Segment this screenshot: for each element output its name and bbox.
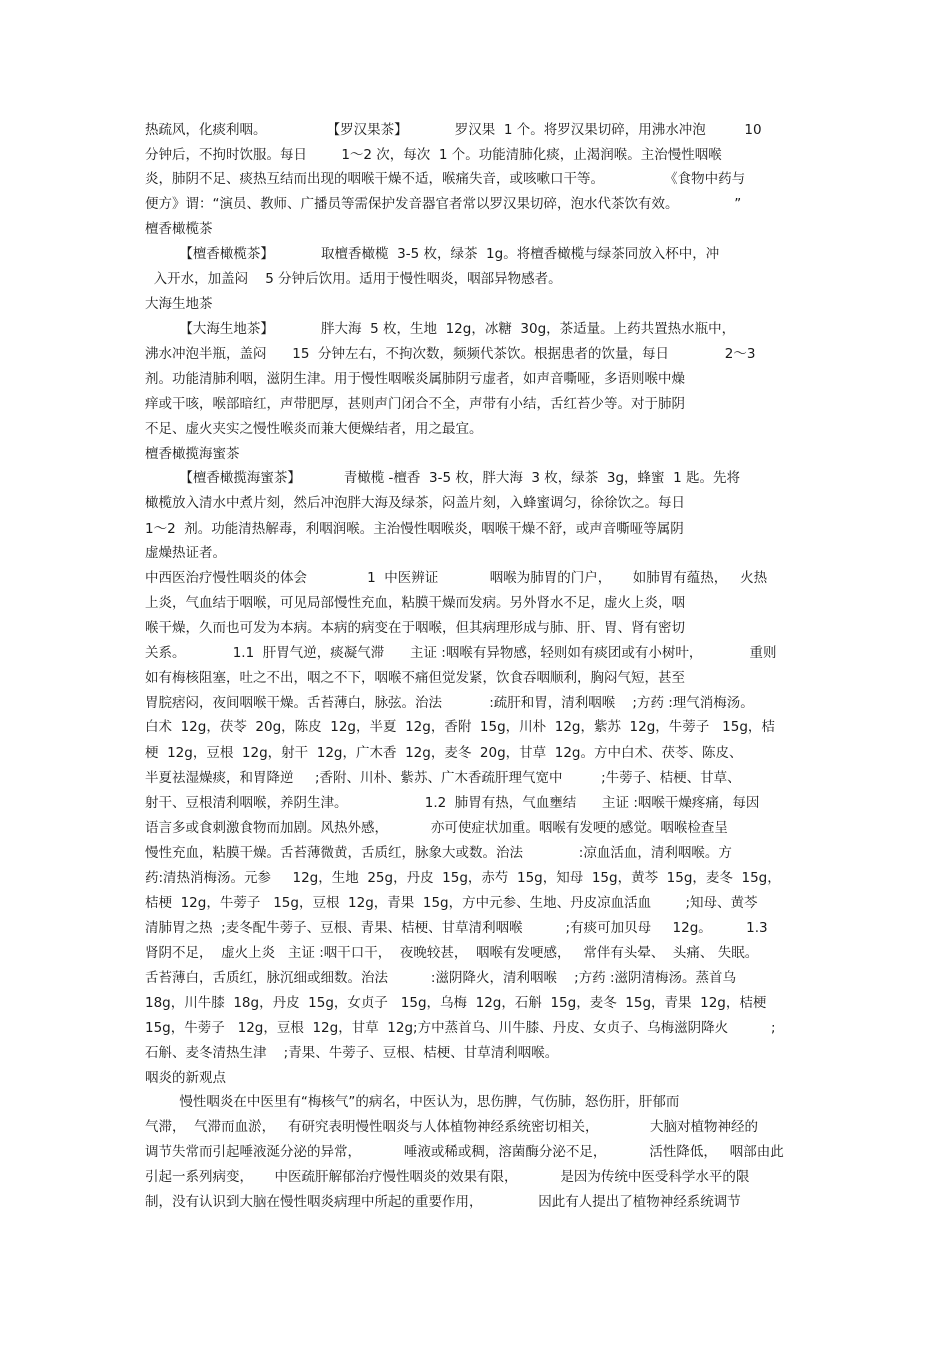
text-line: 【大海生地茶】 胖大海 5 枚，生地 12g，冰糖 30g，茶适量。上药共置热水瓶中，	[145, 321, 736, 337]
text-line: 清肺胃之热 ;麦冬配牛蒡子、豆根、青果、桔梗、甘草清利咽喉 ;有痰可加贝母 12g。 1.3	[145, 920, 768, 936]
text-line: 痒或干咳，喉部暗红，声带肥厚，甚则声门闭合不全，声带有小结，舌红苔少等。对于肺阴	[145, 396, 685, 412]
text-line: 关系。 1.1 肝胃气逆，痰凝气滞 主证 :咽喉有异物感，轻则如有痰团或有小树叶， 重则	[145, 645, 777, 661]
text-line: 梗 12g，豆根 12g，射干 12g，广木香 12g，麦冬 20g，甘草 12g。方中白术、茯苓、陈皮、	[145, 745, 743, 761]
text-line: 舌苔薄白，舌质红，脉沉细或细数。治法 :滋阴降火，清利咽喉 ;方药 :滋阴清梅汤。蒸首乌	[145, 970, 737, 986]
text-line: 中西医治疗慢性咽炎的体会 1 中医辨证 咽喉为肺胃的门户， 如肺胃有蕴热， 火热	[145, 570, 768, 586]
text-line: 胃脘痞闷，夜间咽喉干燥。舌苔薄白，脉弦。治法 :疏肝和胃，清利咽喉 ;方药 :理气消梅汤。	[145, 695, 754, 711]
text-line: 桔梗 12g，牛蒡子 15g，豆根 12g，青果 15g，方中元参、生地、丹皮凉血活血 ;知母、黄芩	[145, 895, 758, 911]
text-line: 便方》谓：“演员、教师、广播员等需保护发音器官者常以罗汉果切碎，泡水代茶饮有效。 ”	[145, 196, 742, 212]
text-line: 如有梅核阻塞，吐之不出，咽之不下，咽喉不痛但觉发紧，饮食吞咽顺利，胸闷气短，甚至	[145, 670, 685, 686]
text-line: 15g，牛蒡子 12g，豆根 12g，甘草 12g;方中蒸首乌、川牛膝、丹皮、女贞子、乌梅滋阴降火 ;	[145, 1020, 776, 1036]
section-heading: 檀香橄榄茶	[145, 221, 213, 237]
text-line: 【檀香橄揽海蜜茶】 青橄榄 -檀香 3-5 枚，胖大海 3 枚，绿茶 3g，蜂蜜 1 匙。先将	[145, 470, 740, 486]
text-line: 上炎，气血结于咽喉，可见局部慢性充血，粘膜干燥而发病。另外肾水不足，虚火上炎，咽	[145, 595, 685, 611]
text-line: 剂。功能清肺利咽，滋阴生津。用于慢性咽喉炎属肺阴亏虚者，如声音嘶哑，多语则喉中燥	[145, 371, 685, 387]
text-line: 慢性充血，粘膜干燥。舌苔薄微黄，舌质红，脉象大或数。治法 :凉血活血，清利咽喉。方	[145, 845, 732, 861]
section-heading: 咽炎的新观点	[145, 1070, 226, 1086]
text-line: 半夏祛湿燥痰，和胃降逆 ;香附、川朴、紫苏、广木香疏肝理气宽中 ;牛蒡子、桔梗、甘草、	[145, 770, 741, 786]
text-line: 气滞， 气滞而血淤， 有研究表明慢性咽炎与人体植物神经系统密切相关， 大脑对植物神经的	[145, 1119, 758, 1135]
text-line: 制，没有认识到大脑在慢性咽炎病理中所起的重要作用， 因此有人提出了植物神经系统调节	[145, 1194, 741, 1210]
section-heading: 大海生地茶	[145, 296, 213, 312]
text-line: 引起一系列病变， 中医疏肝解郁治疗慢性咽炎的效果有限， 是因为传统中医受科学水平的限	[145, 1169, 750, 1185]
text-line: 分钟后，不拘时饮服。每日 1～2 次，每次 1 个。功能清肺化痰，止渴润喉。主治慢性咽喉	[145, 147, 722, 163]
text-line: 白术 12g，茯苓 20g，陈皮 12g，半夏 12g，香附 15g，川朴 12g，紫苏 12g，牛蒡子 15g，桔	[145, 719, 775, 735]
text-line: 语言多或食刺激食物而加剧。风热外感， 亦可使症状加重。咽喉有发哽的感觉。咽喉检查呈	[145, 820, 728, 836]
text-line: 慢性咽炎在中医里有“梅核气”的病名，中医认为，思伤脾，气伤肺，怒伤肝，肝郁而	[145, 1094, 680, 1110]
text-line: 炎，肺阴不足、痰热互结而出现的咽喉干燥不适，喉痛失音，或咳嗽口干等。 《食物中药与	[145, 171, 746, 187]
text-line: 18g，川牛膝 18g，丹皮 15g，女贞子 15g，乌梅 12g，石斛 15g，麦冬 15g，青果 12g，桔梗	[145, 995, 767, 1011]
text-line: 入开水，加盖闷 5 分钟后饮用。适用于慢性咽炎，咽部异物感者。	[145, 271, 562, 287]
text-line: 1～2 剂。功能清热解毒，利咽润喉。主治慢性咽喉炎，咽喉干燥不舒，或声音嘶哑等属阴	[145, 521, 684, 537]
text-line: 药:清热消梅汤。元参 12g，生地 25g，丹皮 15g，赤芍 15g，知母 15g，黄芩 15g，麦冬 15g，	[145, 870, 781, 886]
text-line: 射干、豆根清利咽喉，养阴生津。 1.2 肺胃有热，气血壅结 主证 :咽喉干燥疼痛，每因	[145, 795, 760, 811]
text-line: 石斛、麦冬清热生津 ;青果、牛蒡子、豆根、桔梗、甘草清利咽喉。	[145, 1045, 559, 1061]
text-line: 热疏风，化痰利咽。 【罗汉果茶】 罗汉果 1 个。将罗汉果切碎，用沸水冲泡 10	[145, 122, 762, 138]
text-line: 【檀香橄榄茶】 取檀香橄榄 3-5 枚，绿茶 1g。将檀香橄榄与绿茶同放入杯中，冲	[145, 246, 720, 262]
text-line: 调节失常而引起唾液涎分泌的异常， 唾液或稀或稠，溶菌酶分泌不足， 活性降低， 咽部由此	[145, 1144, 784, 1160]
text-line: 沸水冲泡半瓶，盖闷 15 分钟左右，不拘次数，频频代茶饮。根据患者的饮量，每日 2～3	[145, 346, 756, 362]
text-line: 肾阴不足， 虚火上炎 主证 :咽干口干， 夜晚较甚， 咽喉有发哽感， 常伴有头晕、 头痛、 失眠。	[145, 945, 759, 961]
text-line: 橄榄放入清水中煮片刻，然后冲泡胖大海及绿茶，闷盖片刻，入蜂蜜调匀，徐徐饮之。每日	[145, 495, 685, 511]
section-heading: 檀香橄揽海蜜茶	[145, 446, 240, 462]
text-line: 不足、虚火夹实之慢性喉炎而兼大便燥结者，用之最宜。	[145, 421, 483, 437]
text-line: 喉干燥，久而也可发为本病。本病的病变在于咽喉，但其病理形成与肺、肝、胃、肾有密切	[145, 620, 685, 636]
text-line: 虚燥热证者。	[145, 545, 226, 561]
